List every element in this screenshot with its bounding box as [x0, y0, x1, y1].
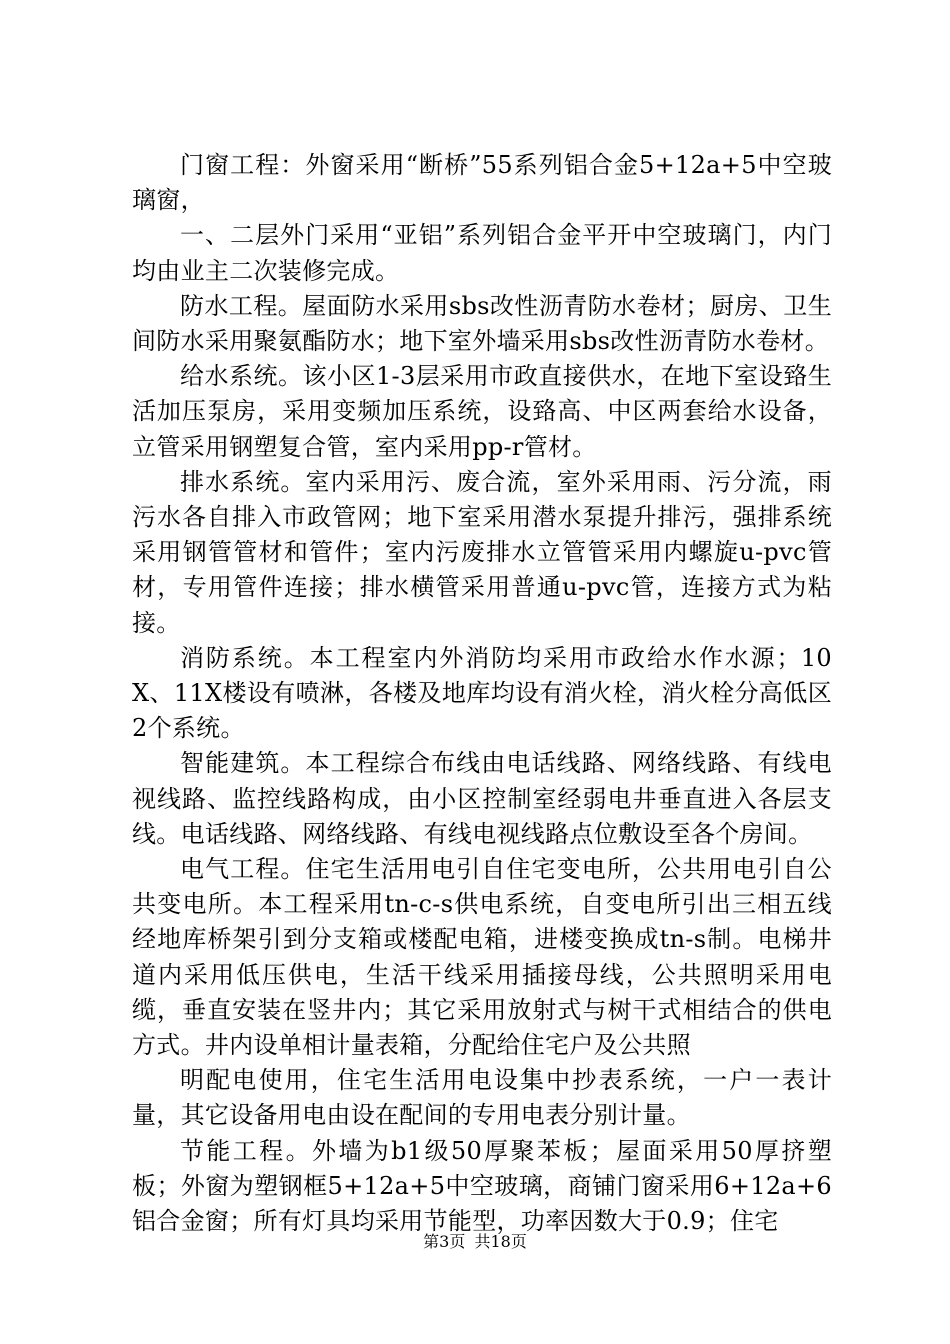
page-footer [0, 1232, 950, 1252]
paragraph-exterior-doors: 一、二层外门采用“亚铝”系列铝合金平开中空玻璃门，内门均由业主二次装修完成。 [132, 221, 832, 285]
paragraph-doors-windows: 门窗工程：外窗采用“断桥”55系列铝合金5+12a+5中空玻璃窗， [132, 151, 832, 215]
page-number: 第3页 [423, 1232, 466, 1251]
document-body [132, 148, 832, 1239]
paragraph-water-supply: 给水系统。该小区1-3层采用市政直接供水，在地下室设臵生活加压泵房，采用变频加压系统，设臵高、中区两套给水设备，立管采用钢塑复合管，室内采用pp-r管材。 [132, 362, 832, 461]
paragraph-waterproofing: 防水工程。屋面防水采用sbs改性沥青防水卷材；厨房、卫生间防水采用聚氨酯防水；地下室外墙采用sbs改性沥青防水卷材。 [132, 291, 832, 356]
page-total: 共18页 [474, 1232, 527, 1251]
paragraph-electrical-metering: 明配电使用，住宅生活用电设集中抄表系统，一户一表计量，其它设备用电由设在配间的专用电表分别计量。 [132, 1066, 832, 1130]
paragraph-drainage: 排水系统。室内采用污、废合流，室外采用雨、污分流，雨污水各自排入市政管网；地下室采用潜水泵提升排污，强排系统采用钢管管材和管件；室内污废排水立管管采用内螺旋u-pvc管材，专用管件连接；排水横管采用普通u-pvc管，连接方式为粘接。 [132, 467, 832, 637]
paragraph-electrical: 电气工程。住宅生活用电引自住宅变电所，公共用电引自公共变电所。本工程采用tn-c-s供电系统，自变电所引出三相五线经地库桥架引到分支箱或楼配电箱，进楼变换成tn-s制。电梯井道内采用低压供电，生活干线采用插接母线，公共照明采用电缆，垂直安装在竖井内；其它采用放射式与树干式相结合的供电方式。井内设单相计量表箱，分配给住宅户及公共照 [132, 855, 832, 1060]
paragraph-smart-building: 智能建筑。本工程综合布线由电话线路、网络线路、有线电视线路、监控线路构成，由小区控制室经弱电井垂直进入各层支线。电话线路、网络线路、有线电视线路点位敷设至各个房间。 [132, 749, 832, 848]
paragraph-fire-protection: 消防系统。本工程室内外消防均采用市政给水作水源；10X、11X楼设有喷淋，各楼及地库均设有消火栓，消火栓分高低区2个系统。 [132, 643, 832, 743]
paragraph-energy-saving: 节能工程。外墙为b1级50厚聚苯板；屋面采用50厚挤塑板；外窗为塑钢框5+12a+5中空玻璃，商铺门窗采用6+12a+6铝合金窗；所有灯具均采用节能型，功率因数大于0.9；住宅 [132, 1136, 832, 1236]
